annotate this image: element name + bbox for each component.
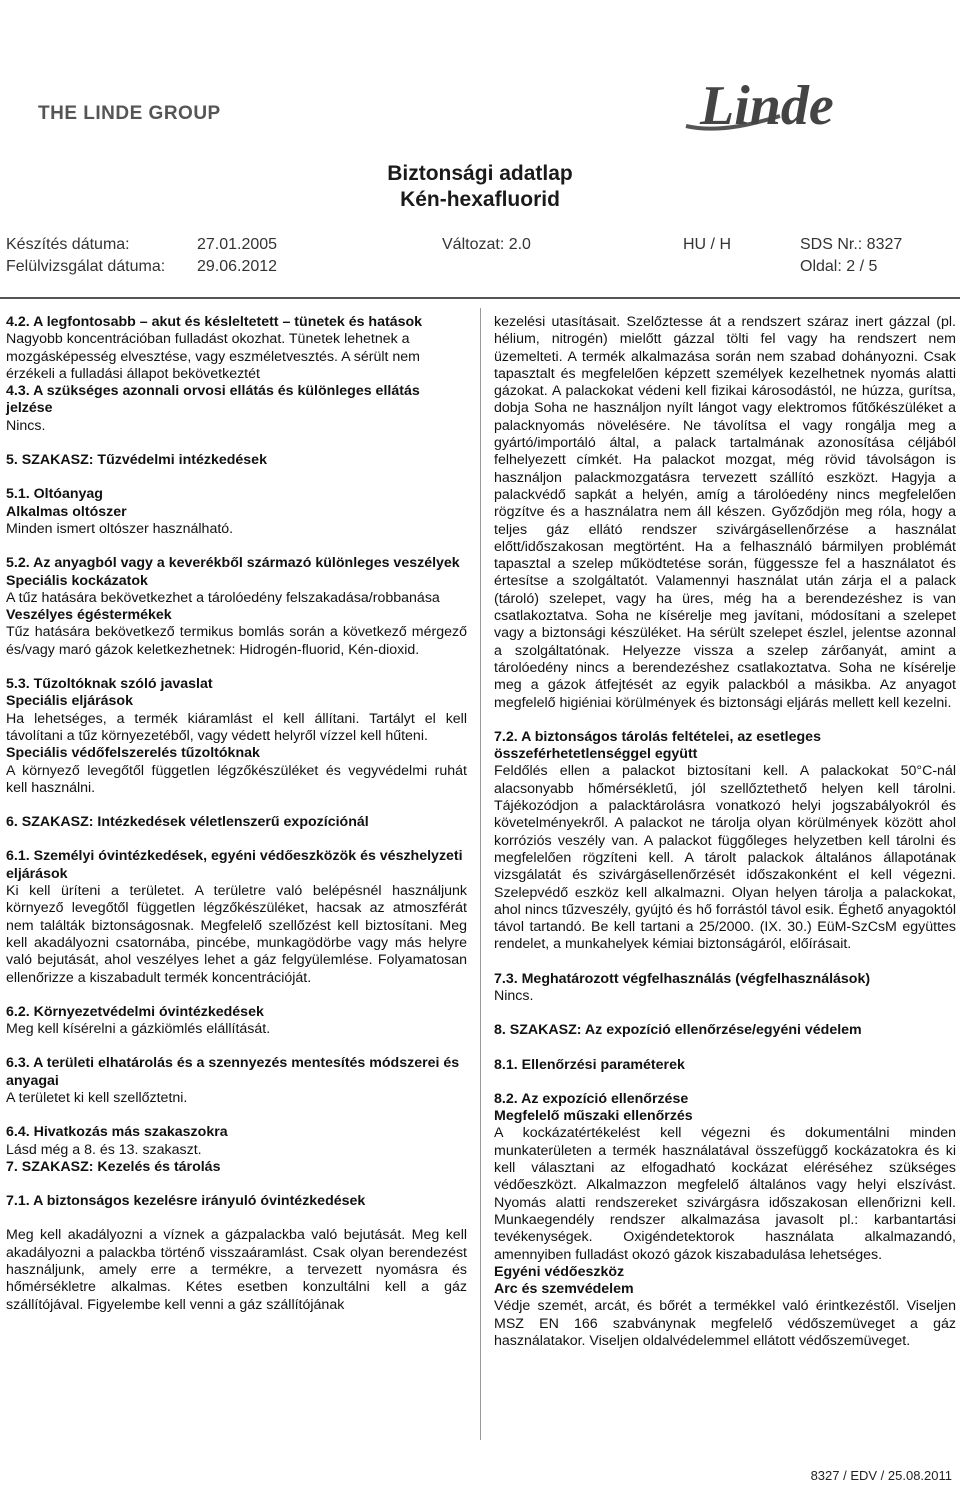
section-5-3-subheading-procedures: Speciális eljárások bbox=[6, 693, 133, 710]
section-7-2-heading: 7.2. A biztonságos tárolás feltételei, az esetleges összeférhetetlenséggel együtt bbox=[494, 728, 821, 763]
section-6-2-heading: 6.2. Környezetvédelmi óvintézkedések bbox=[6, 1003, 264, 1020]
left-column bbox=[6, 314, 467, 1314]
section-6-4-heading: 6.4. Hivatkozás más szakaszokra bbox=[6, 1124, 228, 1141]
section-5-2-subheading-risks: Speciális kockázatok bbox=[6, 572, 148, 589]
section-5-1-subheading: Alkalmas oltószer bbox=[6, 503, 127, 520]
section-5-heading: 5. SZAKASZ: Tűzvédelmi intézkedések bbox=[6, 452, 267, 469]
section-7-1-heading: 7.1. A biztonságos kezelésre irányuló óvintézkedések bbox=[6, 1193, 366, 1210]
header-rule bbox=[0, 297, 960, 299]
section-6-1-text: Ki kell üríteni a területet. A területre való belépésnél használjunk környező levegőtől független légzőkészüléket, hacsak az atmoszférát nem találták biztonságosnak. Megfelelő szellőzést kell biztosítani. Meg kell akadályozni csatornába, pincébe, munkagödörbe vagy más helyre való bejutását, ahol veszélyes lehet a gáz felgyülemlése. Folyamatosan ellenőrizze a kiszabadult termék koncentrációját. bbox=[6, 883, 467, 986]
section-6-2-text: Meg kell kísérelni a gázkiömlés elállítását. bbox=[6, 1021, 271, 1038]
linde-logo bbox=[680, 76, 925, 136]
section-7-1-text-continued: kezelési utasításait. Szelőztesse át a rendszert száraz inert gázzal (pl. hélium, nitrogén) mielőtt gázzal tölti fel vagy ha rendszert nem üzemelteti. A termék alkalmazása során nem szabad dohányozni. Csak tapasztalt és megfelelően képzett személyek kezelhetnek nyomás alatti gázokat. A palackokat védeni kell fizikai károsodástól, ne húzza, gurítsa, dobja Soha ne használjon nyílt lángot vagy elektromos fűtőkészüléket a palacknyomás növelésére. Ne távolítsa el vagy rongálja meg a gyártó/importáló által, a palack tartalmának azonosítása céljából felhelyezett címkét. Ha palackot mozgat, még rövid távolságon is használjon palackmozgatásra tervezett szállító eszközt. Hagyja a palackvédő sapkát a helyén, amíg a tárolóedény nincs megfelelően rögzítve és a használatra nem áll készen. Győződjön meg róla, hogy a teljes gáz ellátó rendszer szivárgásellenőrzése a használat előtt/időszakosan megtörtént. Ha a felhasználó bármilyen problémát tapasztal a szelep működtetése során, függessze fel a használatot és értesítse a szolgáltatót. Valamennyi használat után zárja el a palack (tároló) szelepet, vagy ha üres, még ha a berendezéshez is van csatlakoztatva. Soha ne kísérelje meg javítani, módosítani a szelepet vagy a biztonsági készüléket. Ha sérült szelepet észlel, jelentse azonnal a szolgáltatónak. Helyezze vissza a szelep zárőanyát, amint a tárolóedény nincs a berendezéshez csatlakoztatva. Soha ne kísérelje meg a gázok átfejtését az egyik palackból a másikba. Az anyagot megfelelő higiéniai körülmények és biztonsági eljárás mellett kell kezelni. bbox=[494, 314, 956, 711]
language-code: HU / H bbox=[683, 236, 731, 253]
section-8-2-subheading-engineering: Megfelelő műszaki ellenőrzés bbox=[494, 1108, 693, 1125]
revised-label: Felülvizsgálat dátuma: bbox=[6, 258, 166, 275]
linde-logo-text: Linde bbox=[700, 75, 834, 137]
section-4-2-text: Nagyobb koncentrációban fulladást okozhat. Tünetek lehetnek a mozgásképesség elvesztése, vagy eszméletvesztés. A sérült nem érzékeli a fulladási állapot bekövetkeztét bbox=[6, 331, 420, 382]
section-5-1-heading: 5.1. Oltóanyag bbox=[6, 486, 103, 503]
section-6-heading: 6. SZAKASZ: Intézkedések véletlenszerű expozíciónál bbox=[6, 814, 369, 831]
section-7-3-heading: 7.3. Meghatározott végfelhasználás (végfelhasználások) bbox=[494, 970, 871, 987]
section-5-2-heading: 5.2. Az anyagból vagy a keverékből származó különleges veszélyek bbox=[6, 555, 460, 572]
section-5-3-text-procedures: Ha lehetséges, a termék kiáramlást el kell állítani. Tartályt el kell távolítani a tűz környezetéből, vagy védett helyről vízzel kell hűteni. bbox=[6, 710, 467, 744]
section-8-2-text-eye: Védje szemét, arcát, és bőrét a termékkel való érintkezéstől. Viseljen MSZ EN 166 szabványnak megfelelő védőszemüveget a gáz használatakor. Viseljen oldalvédelemmel ellátott védőszemüveget. bbox=[494, 1298, 956, 1350]
section-5-3-subheading-equipment: Speciális védőfelszerelés tűzoltóknak bbox=[6, 745, 260, 762]
column-divider bbox=[480, 308, 481, 1440]
section-4-3-text: Nincs. bbox=[6, 417, 46, 434]
version: Változat: 2.0 bbox=[442, 236, 531, 253]
revised-date: 29.06.2012 bbox=[197, 258, 278, 275]
footer-code: 8327 / EDV / 25.08.2011 bbox=[810, 1468, 952, 1483]
section-4-2-heading: 4.2. A legfontosabb – akut és késleltetett – tünetek és hatások bbox=[6, 314, 423, 330]
section-6-3-text: A területet ki kell szellőztetni. bbox=[6, 1089, 188, 1106]
document-title: Biztonsági adatlap bbox=[387, 162, 573, 185]
sds-number: SDS Nr.: 8327 bbox=[800, 236, 903, 253]
section-5-2-text-products: Tűz hatására bekövetkező termikus bomlás során a következő mérgező és/vagy maró gázok keletkezhetnek: Hidrogén-fluorid, Kén-dioxid. bbox=[6, 624, 467, 658]
product-name: Kén-hexafluorid bbox=[400, 188, 560, 211]
section-8-2-heading: 8.2. Az expozíció ellenőrzése bbox=[494, 1090, 689, 1107]
section-4-3-heading: 4.3. A szükséges azonnali orvosi ellátás és különleges ellátás jelzése bbox=[6, 383, 420, 417]
section-8-2-subheading-eye: Arc és szemvédelem bbox=[494, 1281, 634, 1298]
page-number: Oldal: 2 / 5 bbox=[800, 258, 878, 275]
section-7-1-text: Meg kell akadályozni a víznek a gázpalackba való bejutását. Meg kell akadályozni a palackba történő visszaáramlást. Csak olyan berendezést használjunk, amely erre a termékre, a tervezett nyomásra és hőmérsékletre alkalmas. Kétes esetben konzultálni kell a gáz szállítójával. Figyelembe kell venni a gáz szállítójának bbox=[6, 1227, 467, 1313]
section-7-2-text: Feldőlés ellen a palackot biztosítani kell. A palackokat 50°C-nál alacsonyabb hőmérsékletű, jól szellőztethető helyen kell tárolni. Tájékozódjon a palacktárolásra vonatkozó helyi jogszabályokról és követelményekről. A palackot ne tárolja olyan körülmények között ahol korróziós veszély van. A palackot függőleges helyzetben kell tárolni és megfelelően rögzíteni kell. A tárolt palackok általános állapotának vizsgálatát és szivárgásellenőrzését időszakonként el kell végezni. Szelepvédő eszköz kell alkalmazni. Olyan helyen tárolja a palackokat, ahol nincs tűzveszély, gyújtó és hő forrástól távol esik. Éghető anyagoktól távol tartandó. Be kell tartani a 25/2000. (IX. 30.) EüM-SzCsM együttes rendelet, a munkahelyek kémiai biztonságáról, előírásait. bbox=[494, 763, 956, 953]
section-8-2-subheading-ppe: Egyéni védőeszköz bbox=[494, 1263, 625, 1280]
section-5-2-subheading-products: Veszélyes égéstermékek bbox=[6, 607, 172, 624]
section-8-2-text-engineering: A kockázatértékelést kell végezni és dokumentálni minden munkaterületen a termék használatával összefüggő kockázatokra és ki kell választani az elfogadható kockázat eléréséhez szükséges védőeszközt. Alkalmazzon megfelelő általános vagy helyi elszívást. Nyomás alatti rendszereket szivárgásra időszakosan ellenőrizni kell. Munkaegendély rendszer alkalmazása javasolt pl.: karbantartási tevékenységek. Oxigéndetektorok használata alkalmazandó, amennyiben fulladást okozó gázok kiszabadulása lehetséges. bbox=[494, 1125, 956, 1263]
created-date: 27.01.2005 bbox=[197, 236, 278, 253]
section-5-2-text-risks: A tűz hatására bekövetkezhet a tárolóedény felszakadása/robbanása bbox=[6, 589, 440, 606]
section-5-1-text: Minden ismert oltószer használható. bbox=[6, 520, 234, 537]
section-8-heading: 8. SZAKASZ: Az expozíció ellenőrzése/egyéni védelem bbox=[494, 1022, 862, 1039]
linde-group-wordmark: THE LINDE GROUP bbox=[38, 103, 221, 124]
section-6-3-heading: 6.3. A területi elhatárolás és a szennyezés mentesítés módszerei és anyagai bbox=[6, 1055, 460, 1089]
section-5-3-heading: 5.3. Tűzoltóknak szóló javaslat bbox=[6, 676, 213, 693]
section-6-1-heading: 6.1. Személyi óvintézkedések, egyéni védőeszközök és vészhelyzeti eljárások bbox=[6, 848, 463, 882]
section-8-1-heading: 8.1. Ellenőrzési paraméterek bbox=[494, 1056, 685, 1073]
created-label: Készítés dátuma: bbox=[6, 236, 130, 253]
section-7-heading: 7. SZAKASZ: Kezelés és tárolás bbox=[6, 1158, 221, 1175]
section-5-3-text-equipment: A környező levegőtől független légzőkészüléket és vegyvédelmi ruhát kell használni. bbox=[6, 762, 467, 796]
section-7-3-text: Nincs. bbox=[494, 987, 534, 1004]
section-6-4-text: Lásd még a 8. és 13. szakaszt. bbox=[6, 1141, 202, 1158]
right-column bbox=[494, 314, 956, 1350]
